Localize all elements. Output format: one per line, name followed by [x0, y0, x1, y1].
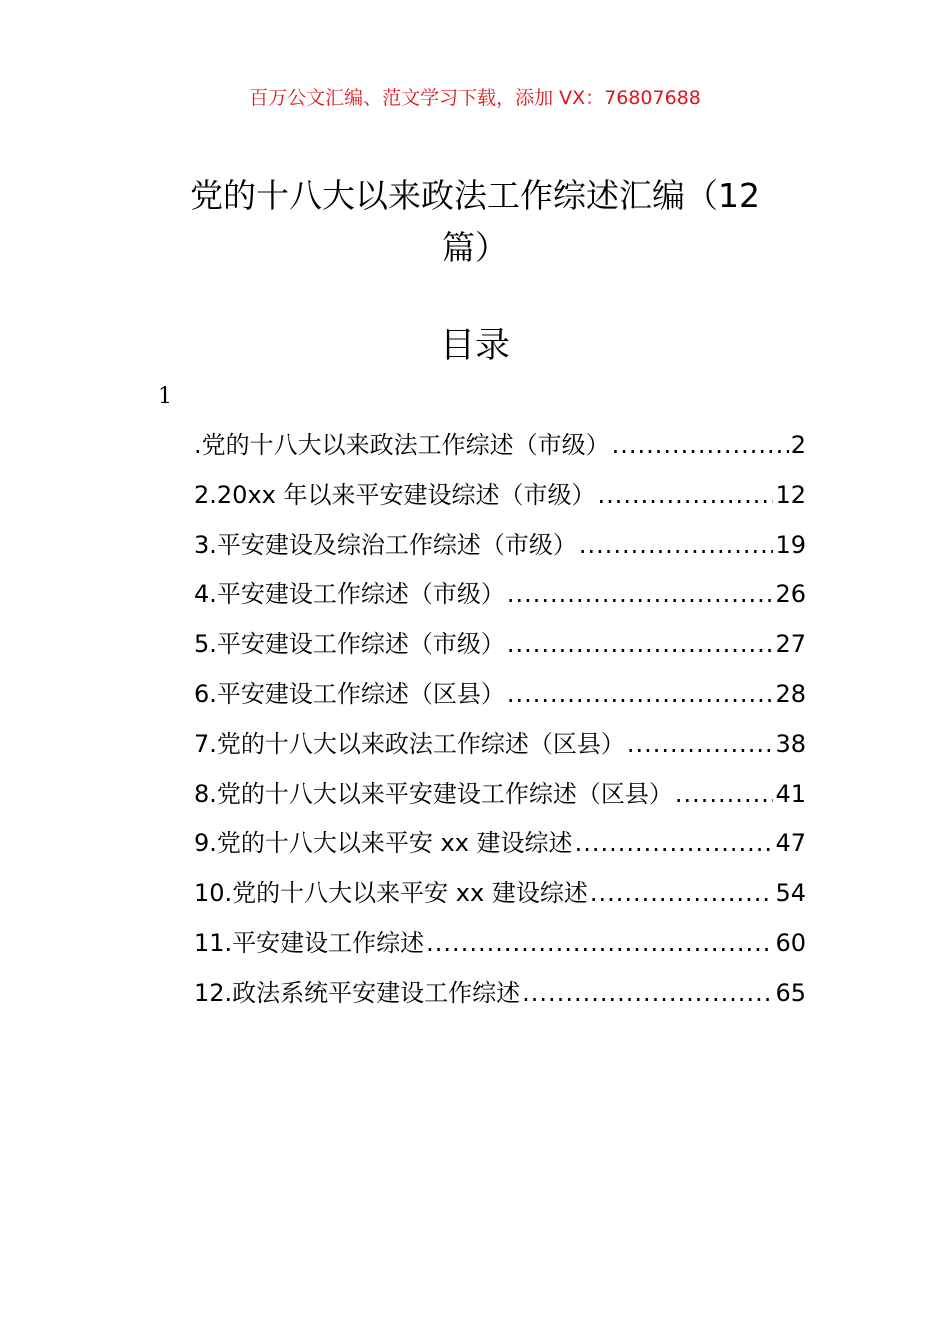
- toc-entry[interactable]: [194, 475, 806, 525]
- toc-entry-leader: [612, 425, 789, 465]
- document-title: 党的十八大以来政法工作综述汇编（12 篇）: [190, 176, 760, 267]
- toc-entry-leader: [627, 724, 774, 764]
- toc-entry-title: .党的十八大以来政法工作综述（市级）: [194, 431, 610, 459]
- toc-entry[interactable]: [194, 674, 806, 724]
- toc-entry-page: 19: [775, 530, 806, 559]
- toc-entry-title: 3.平安建设及综治工作综述（市级）: [194, 530, 577, 559]
- toc-entry-title: 10.党的十八大以来平安 xx 建设综述: [194, 879, 588, 908]
- stray-number: 1: [158, 384, 172, 409]
- toc-entry[interactable]: [194, 923, 806, 973]
- toc-entry[interactable]: [194, 525, 806, 575]
- toc-entry[interactable]: [194, 574, 806, 624]
- toc-entry-title: 7.党的十八大以来政法工作综述（区县）: [194, 729, 625, 758]
- toc-entry-page: 54: [775, 879, 806, 908]
- toc-entry-page: 26: [775, 580, 806, 609]
- toc-entry-leader: [597, 475, 773, 515]
- toc-entry-page: 47: [775, 829, 806, 858]
- toc-entry[interactable]: [194, 973, 806, 1023]
- toc-entry-title: 11.平安建设工作综述: [194, 928, 425, 957]
- toc-entry-page: 65: [775, 978, 806, 1007]
- toc-entry-page: 27: [775, 630, 806, 659]
- toc-entry-page: 2: [790, 431, 806, 459]
- toc-entry-title: 5.平安建设工作综述（市级）: [194, 630, 505, 659]
- toc-entry[interactable]: [194, 774, 806, 824]
- toc-entry-leader: [507, 674, 774, 714]
- toc-entry[interactable]: [194, 624, 806, 674]
- toc-entry[interactable]: [194, 425, 806, 475]
- toc-entry-title: 6.平安建设工作综述（区县）: [194, 679, 505, 708]
- toc-entry-page: 12: [775, 480, 806, 509]
- header-note: 百万公文汇编、范文学习下载，添加 VX：76807688: [249, 87, 701, 109]
- toc-entry[interactable]: [194, 873, 806, 923]
- toc-entry-title: 9.党的十八大以来平安 xx 建设综述: [194, 829, 573, 858]
- toc-entry-title: 4.平安建设工作综述（市级）: [194, 580, 505, 609]
- toc-entry[interactable]: [194, 823, 806, 873]
- toc-heading: 目录: [439, 326, 510, 366]
- toc-entry-page: 28: [775, 679, 806, 708]
- toc-entry-title: 8.党的十八大以来平安建设工作综述（区县）: [194, 779, 673, 808]
- toc-entry-page: 38: [775, 729, 806, 758]
- toc-entry-leader: [426, 923, 773, 963]
- toc-entry-leader: [579, 525, 774, 565]
- toc-entry-title: 2.20xx 年以来平安建设综述（市级）: [194, 480, 596, 509]
- toc-list: [194, 425, 806, 1023]
- toc-entry-leader: [590, 873, 774, 913]
- toc-entry[interactable]: [194, 724, 806, 774]
- toc-entry-leader: [507, 574, 774, 614]
- toc-entry-title: 12.政法系统平安建设工作综述: [194, 978, 521, 1007]
- toc-entry-leader: [507, 624, 774, 664]
- toc-entry-leader: [575, 823, 774, 863]
- toc-entry-leader: [675, 774, 774, 814]
- toc-entry-page: 60: [775, 928, 806, 957]
- toc-entry-page: 41: [775, 779, 806, 808]
- toc-entry-leader: [522, 973, 773, 1013]
